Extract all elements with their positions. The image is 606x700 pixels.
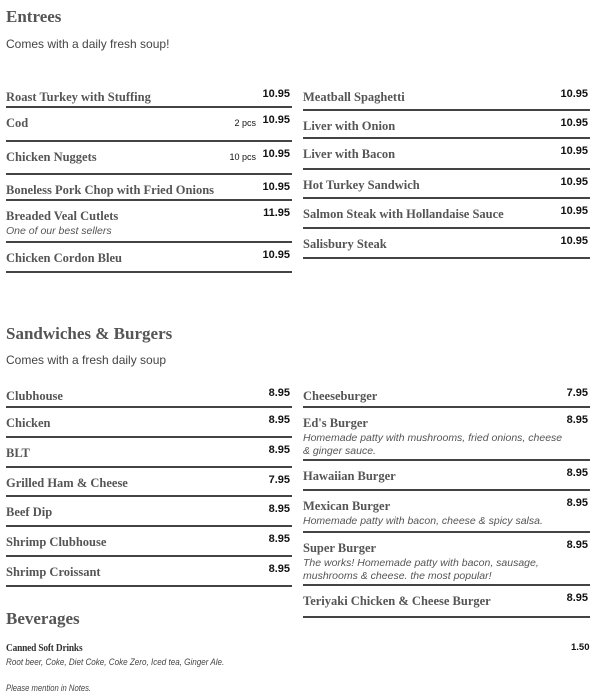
menu-item-price: 8.95	[268, 503, 290, 515]
menu-item-name: Boneless Pork Chop with Fried Onions	[6, 183, 215, 197]
menu-item-price: 8.95	[268, 414, 290, 426]
menu-item-name: Grilled Ham & Cheese	[6, 476, 128, 490]
beverage-item-name: Canned Soft Drinks	[6, 642, 83, 654]
menu-item	[6, 408, 292, 438]
menu-item-name: Cheeseburger	[303, 389, 378, 403]
menu-item-name: Liver with Onion	[303, 119, 396, 133]
menu-item-price: 10.95	[262, 148, 290, 160]
entrees-title: Entrees	[6, 7, 62, 26]
sandwiches-title: Sandwiches & Burgers	[6, 324, 173, 343]
menu-item	[303, 86, 590, 111]
menu-item-price: 10.95	[262, 249, 290, 261]
menu-item	[303, 385, 590, 408]
menu-item-name: Clubhouse	[6, 389, 63, 403]
menu-item-name: Shrimp Croissant	[6, 565, 101, 579]
beverage-item-price: 1.50	[571, 642, 590, 653]
menu-item-price: 8.95	[566, 592, 588, 604]
menu-item-price: 10.95	[560, 88, 588, 100]
menu-item	[6, 175, 292, 201]
beverages-title: Beverages	[6, 609, 80, 628]
menu-item-description: One of our best sellers	[6, 225, 112, 237]
menu-item-name: Mexican Burger	[303, 499, 391, 513]
menu-item-name: Super Burger	[303, 541, 377, 555]
menu-item	[6, 108, 292, 142]
menu-item	[6, 142, 292, 175]
menu-item-price: 8.95	[566, 467, 588, 479]
menu-item-name: Liver with Bacon	[303, 147, 396, 161]
menu-item-description: Homemade patty with mushrooms, fried onions, cheese & ginger sauce.	[303, 432, 563, 457]
menu-item-price: 8.95	[268, 444, 290, 456]
menu-item-name: Salmon Steak with Hollandaise Sauce	[303, 207, 504, 221]
menu-item-quantity: 2 pcs	[234, 118, 256, 128]
menu-item-name: BLT	[6, 446, 30, 460]
menu-item-name: Roast Turkey with Stuffing	[6, 90, 151, 104]
sandwiches-right-column	[303, 385, 590, 618]
menu-item-price: 8.95	[566, 539, 588, 551]
menu-item	[303, 491, 590, 533]
menu-item-price: 7.95	[566, 387, 588, 399]
menu-item-price: 10.95	[262, 181, 290, 193]
menu-item-name: Hawaiian Burger	[303, 469, 396, 483]
menu-item	[303, 199, 590, 229]
menu-item	[303, 139, 590, 170]
sandwiches-left-column	[6, 385, 292, 587]
menu-item-price: 10.95	[560, 176, 588, 188]
menu-item-price: 8.95	[268, 563, 290, 575]
menu-item	[6, 201, 292, 243]
entrees-left-column	[6, 86, 292, 273]
menu-item-price: 8.95	[566, 414, 588, 426]
menu-item	[303, 170, 590, 199]
menu-item-description: The works! Homemade patty with bacon, sausage, mushrooms & cheese. the most popular!	[303, 557, 539, 582]
menu-item	[303, 229, 590, 259]
beverages-note: Please mention in Notes.	[6, 683, 92, 693]
menu-item	[6, 468, 292, 497]
menu-item	[303, 533, 590, 586]
menu-item-name: Chicken Nuggets	[6, 150, 97, 164]
menu-item-name: Hot Turkey Sandwich	[303, 178, 420, 192]
menu-item	[6, 86, 292, 108]
menu-item-price: 8.95	[566, 497, 588, 509]
menu-item	[6, 385, 292, 408]
menu-item-price: 10.95	[560, 205, 588, 217]
menu-item-price: 11.95	[263, 207, 290, 219]
menu-item	[6, 438, 292, 468]
beverage-item-description: Root beer, Coke, Diet Coke, Coke Zero, Iced tea, Ginger Ale.	[6, 657, 225, 668]
menu-item	[303, 586, 590, 618]
menu-item	[303, 461, 590, 491]
menu-item-name: Meatball Spaghetti	[303, 90, 405, 104]
menu-item-price: 10.95	[560, 145, 588, 157]
menu-item-price: 7.95	[268, 474, 290, 486]
menu-item-name: Cod	[6, 116, 29, 130]
menu-item	[6, 243, 292, 273]
menu-item-price: 8.95	[268, 387, 290, 399]
menu-item-quantity: 10 pcs	[229, 152, 256, 162]
menu-item-name: Beef Dip	[6, 505, 53, 519]
entrees-subtitle: Comes with a daily fresh soup!	[6, 37, 170, 51]
menu-item-name: Chicken Cordon Bleu	[6, 251, 122, 265]
menu-item-name: Breaded Veal Cutlets	[6, 209, 119, 223]
menu-item-price: 10.95	[262, 88, 290, 100]
menu-item	[6, 557, 292, 587]
menu-item-name: Ed's Burger	[303, 416, 368, 430]
entrees-right-column	[303, 86, 590, 259]
menu-item	[303, 111, 590, 139]
menu-item-name: Chicken	[6, 416, 51, 430]
menu-item	[6, 527, 292, 557]
menu-item	[303, 408, 590, 461]
menu-item-price: 8.95	[268, 533, 290, 545]
menu-item-description: Homemade patty with bacon, cheese & spicy salsa.	[303, 515, 543, 527]
menu-item-price: 10.95	[560, 235, 588, 247]
menu-item-name: Shrimp Clubhouse	[6, 535, 107, 549]
menu-item-price: 10.95	[560, 117, 588, 129]
sandwiches-subtitle: Comes with a fresh daily soup	[6, 353, 167, 367]
menu-item-name: Salisbury Steak	[303, 237, 387, 251]
menu-item-name: Teriyaki Chicken & Cheese Burger	[303, 594, 491, 608]
menu-item	[6, 497, 292, 527]
menu-item-price: 10.95	[262, 114, 290, 126]
